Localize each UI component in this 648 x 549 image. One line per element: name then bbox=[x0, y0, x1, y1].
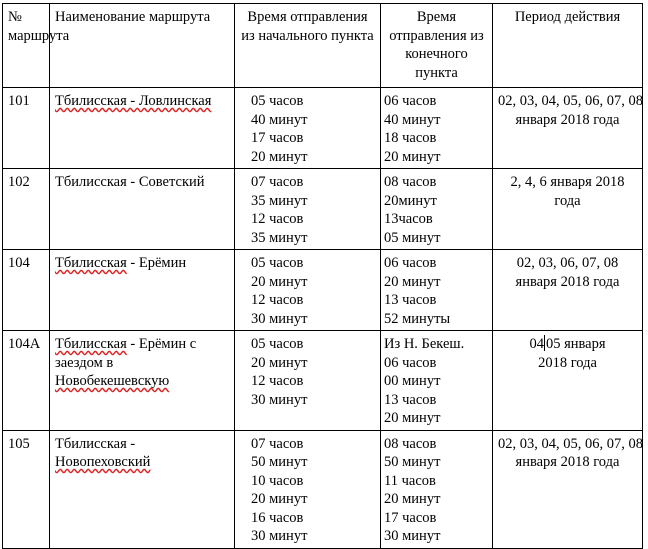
time-line: 13часов bbox=[384, 211, 433, 227]
time-line: 20 минут bbox=[251, 148, 308, 165]
time-line: Из Н. Бекеш. bbox=[384, 336, 465, 352]
time-line: 20 минут bbox=[384, 148, 441, 165]
time-line: 12 часов bbox=[251, 292, 304, 308]
header-route-number: № маршрута bbox=[3, 4, 50, 88]
header-departure-start: Время отправления из начального пункта bbox=[235, 4, 381, 88]
departure-start-times bbox=[235, 169, 381, 250]
table-row bbox=[3, 88, 643, 169]
time-line: 13 часов bbox=[384, 391, 437, 408]
period-cell bbox=[493, 169, 643, 250]
time-line: 40 минут bbox=[384, 111, 441, 128]
route-name-part: Тбилисская bbox=[55, 255, 127, 271]
departure-end-times bbox=[381, 250, 493, 331]
period-month: 05 января bbox=[545, 336, 606, 352]
table-row bbox=[3, 430, 643, 548]
time-line: 05 часов bbox=[251, 255, 304, 271]
table-row bbox=[3, 331, 643, 431]
route-number: 102 bbox=[3, 169, 50, 250]
table-row bbox=[3, 169, 643, 250]
period-cell bbox=[493, 250, 643, 331]
departure-end-times bbox=[381, 88, 493, 169]
route-name bbox=[50, 331, 235, 431]
route-name-part: - Ерёмин с заездом в bbox=[55, 336, 197, 371]
route-name bbox=[50, 250, 235, 331]
time-line: 16 часов bbox=[251, 509, 304, 526]
time-line: 07 часов bbox=[251, 174, 304, 190]
period-line: января 2018 года bbox=[515, 111, 620, 128]
time-line: 05 часов bbox=[251, 336, 304, 352]
time-line: 40 минут bbox=[251, 111, 308, 128]
period-line: января 2018 года bbox=[515, 454, 620, 470]
period-line: января 2018 года bbox=[515, 273, 620, 290]
header-route-name: Наименование маршрута bbox=[50, 4, 235, 88]
time-line: 12 часов bbox=[251, 211, 304, 227]
time-line: 17 часов bbox=[251, 130, 304, 146]
time-line: 20 минут bbox=[251, 354, 308, 371]
departure-start-times bbox=[235, 88, 381, 169]
period-cell bbox=[493, 88, 643, 169]
time-line: 17 часов bbox=[384, 509, 437, 526]
header-period: Период действия bbox=[493, 4, 643, 88]
time-line: 07 часов bbox=[251, 435, 304, 452]
time-line: 30 минут bbox=[251, 528, 308, 544]
time-line: 30 минут bbox=[251, 391, 308, 408]
time-line: 52 минуты bbox=[384, 310, 451, 327]
time-line: 10 часов bbox=[251, 472, 304, 489]
routes-table bbox=[2, 3, 643, 549]
header-departure-end: Время отправления из конечного пункта bbox=[381, 4, 493, 88]
period-cell bbox=[493, 331, 643, 431]
time-line: 20 минут bbox=[384, 410, 441, 426]
time-line: 20 минут bbox=[251, 491, 308, 507]
departure-end-times bbox=[381, 331, 493, 431]
route-number: 104А bbox=[3, 331, 50, 431]
period-line: 2018 года bbox=[538, 354, 597, 371]
time-line: 50 минут bbox=[251, 454, 308, 470]
route-name-part: Новобекешевскую bbox=[55, 373, 170, 389]
departure-start-times bbox=[235, 250, 381, 331]
route-name-text: Тбилисская - Ловлинская bbox=[55, 93, 212, 109]
period-line: 02, 03, 04, 05, 06, 07, 08 bbox=[498, 435, 643, 452]
time-line: 30 минут bbox=[384, 528, 441, 544]
route-number: 101 bbox=[3, 88, 50, 169]
time-line: 05 минут bbox=[384, 229, 441, 246]
route-name bbox=[50, 430, 235, 548]
period-cell bbox=[493, 430, 643, 548]
time-line: 05 часов bbox=[251, 93, 304, 109]
time-line: 35 минут bbox=[251, 229, 308, 246]
route-number: 105 bbox=[3, 430, 50, 548]
route-name bbox=[50, 88, 235, 169]
departure-end-times bbox=[381, 169, 493, 250]
table-row bbox=[3, 250, 643, 331]
period-line: 2, 4, 6 января 2018 года bbox=[510, 174, 625, 209]
period-line bbox=[498, 335, 637, 354]
time-line: 18 часов bbox=[384, 130, 437, 146]
route-name-part: Новопеховский bbox=[55, 454, 151, 470]
header-row bbox=[3, 4, 643, 88]
route-name-text: Тбилисская - Советский bbox=[55, 174, 205, 190]
time-line: 11 часов bbox=[384, 472, 436, 489]
time-line: 00 минут bbox=[384, 373, 441, 389]
route-number: 104 bbox=[3, 250, 50, 331]
route-name bbox=[50, 169, 235, 250]
route-name-part: - Ерёмин bbox=[126, 255, 187, 271]
departure-start-times bbox=[235, 331, 381, 431]
time-line: 20 минут bbox=[384, 273, 441, 290]
time-line: 20 минут bbox=[251, 273, 308, 290]
departure-start-times bbox=[235, 430, 381, 548]
time-line: 08 часов bbox=[384, 174, 437, 190]
time-line: 08 часов bbox=[384, 435, 437, 452]
route-name-part: Тбилисская - bbox=[55, 435, 136, 452]
time-line: 12 часов bbox=[251, 373, 304, 389]
departure-end-times bbox=[381, 430, 493, 548]
time-line: 20минут bbox=[384, 192, 437, 209]
time-line: 13 часов bbox=[384, 292, 437, 308]
route-name-part: Тбилисская bbox=[55, 336, 127, 352]
time-line: 20 минут bbox=[384, 491, 441, 507]
time-line: 50 минут bbox=[384, 454, 441, 470]
period-day: 04 bbox=[529, 336, 544, 352]
period-line: 02, 03, 06, 07, 08 bbox=[516, 255, 619, 271]
time-line: 30 минут bbox=[251, 310, 308, 327]
time-line: 06 часов bbox=[384, 255, 437, 271]
time-line: 35 минут bbox=[251, 192, 308, 209]
time-line: 06 часов bbox=[384, 93, 437, 109]
period-line: 02, 03, 04, 05, 06, 07, 08 bbox=[498, 93, 643, 109]
time-line: 06 часов bbox=[384, 354, 437, 371]
